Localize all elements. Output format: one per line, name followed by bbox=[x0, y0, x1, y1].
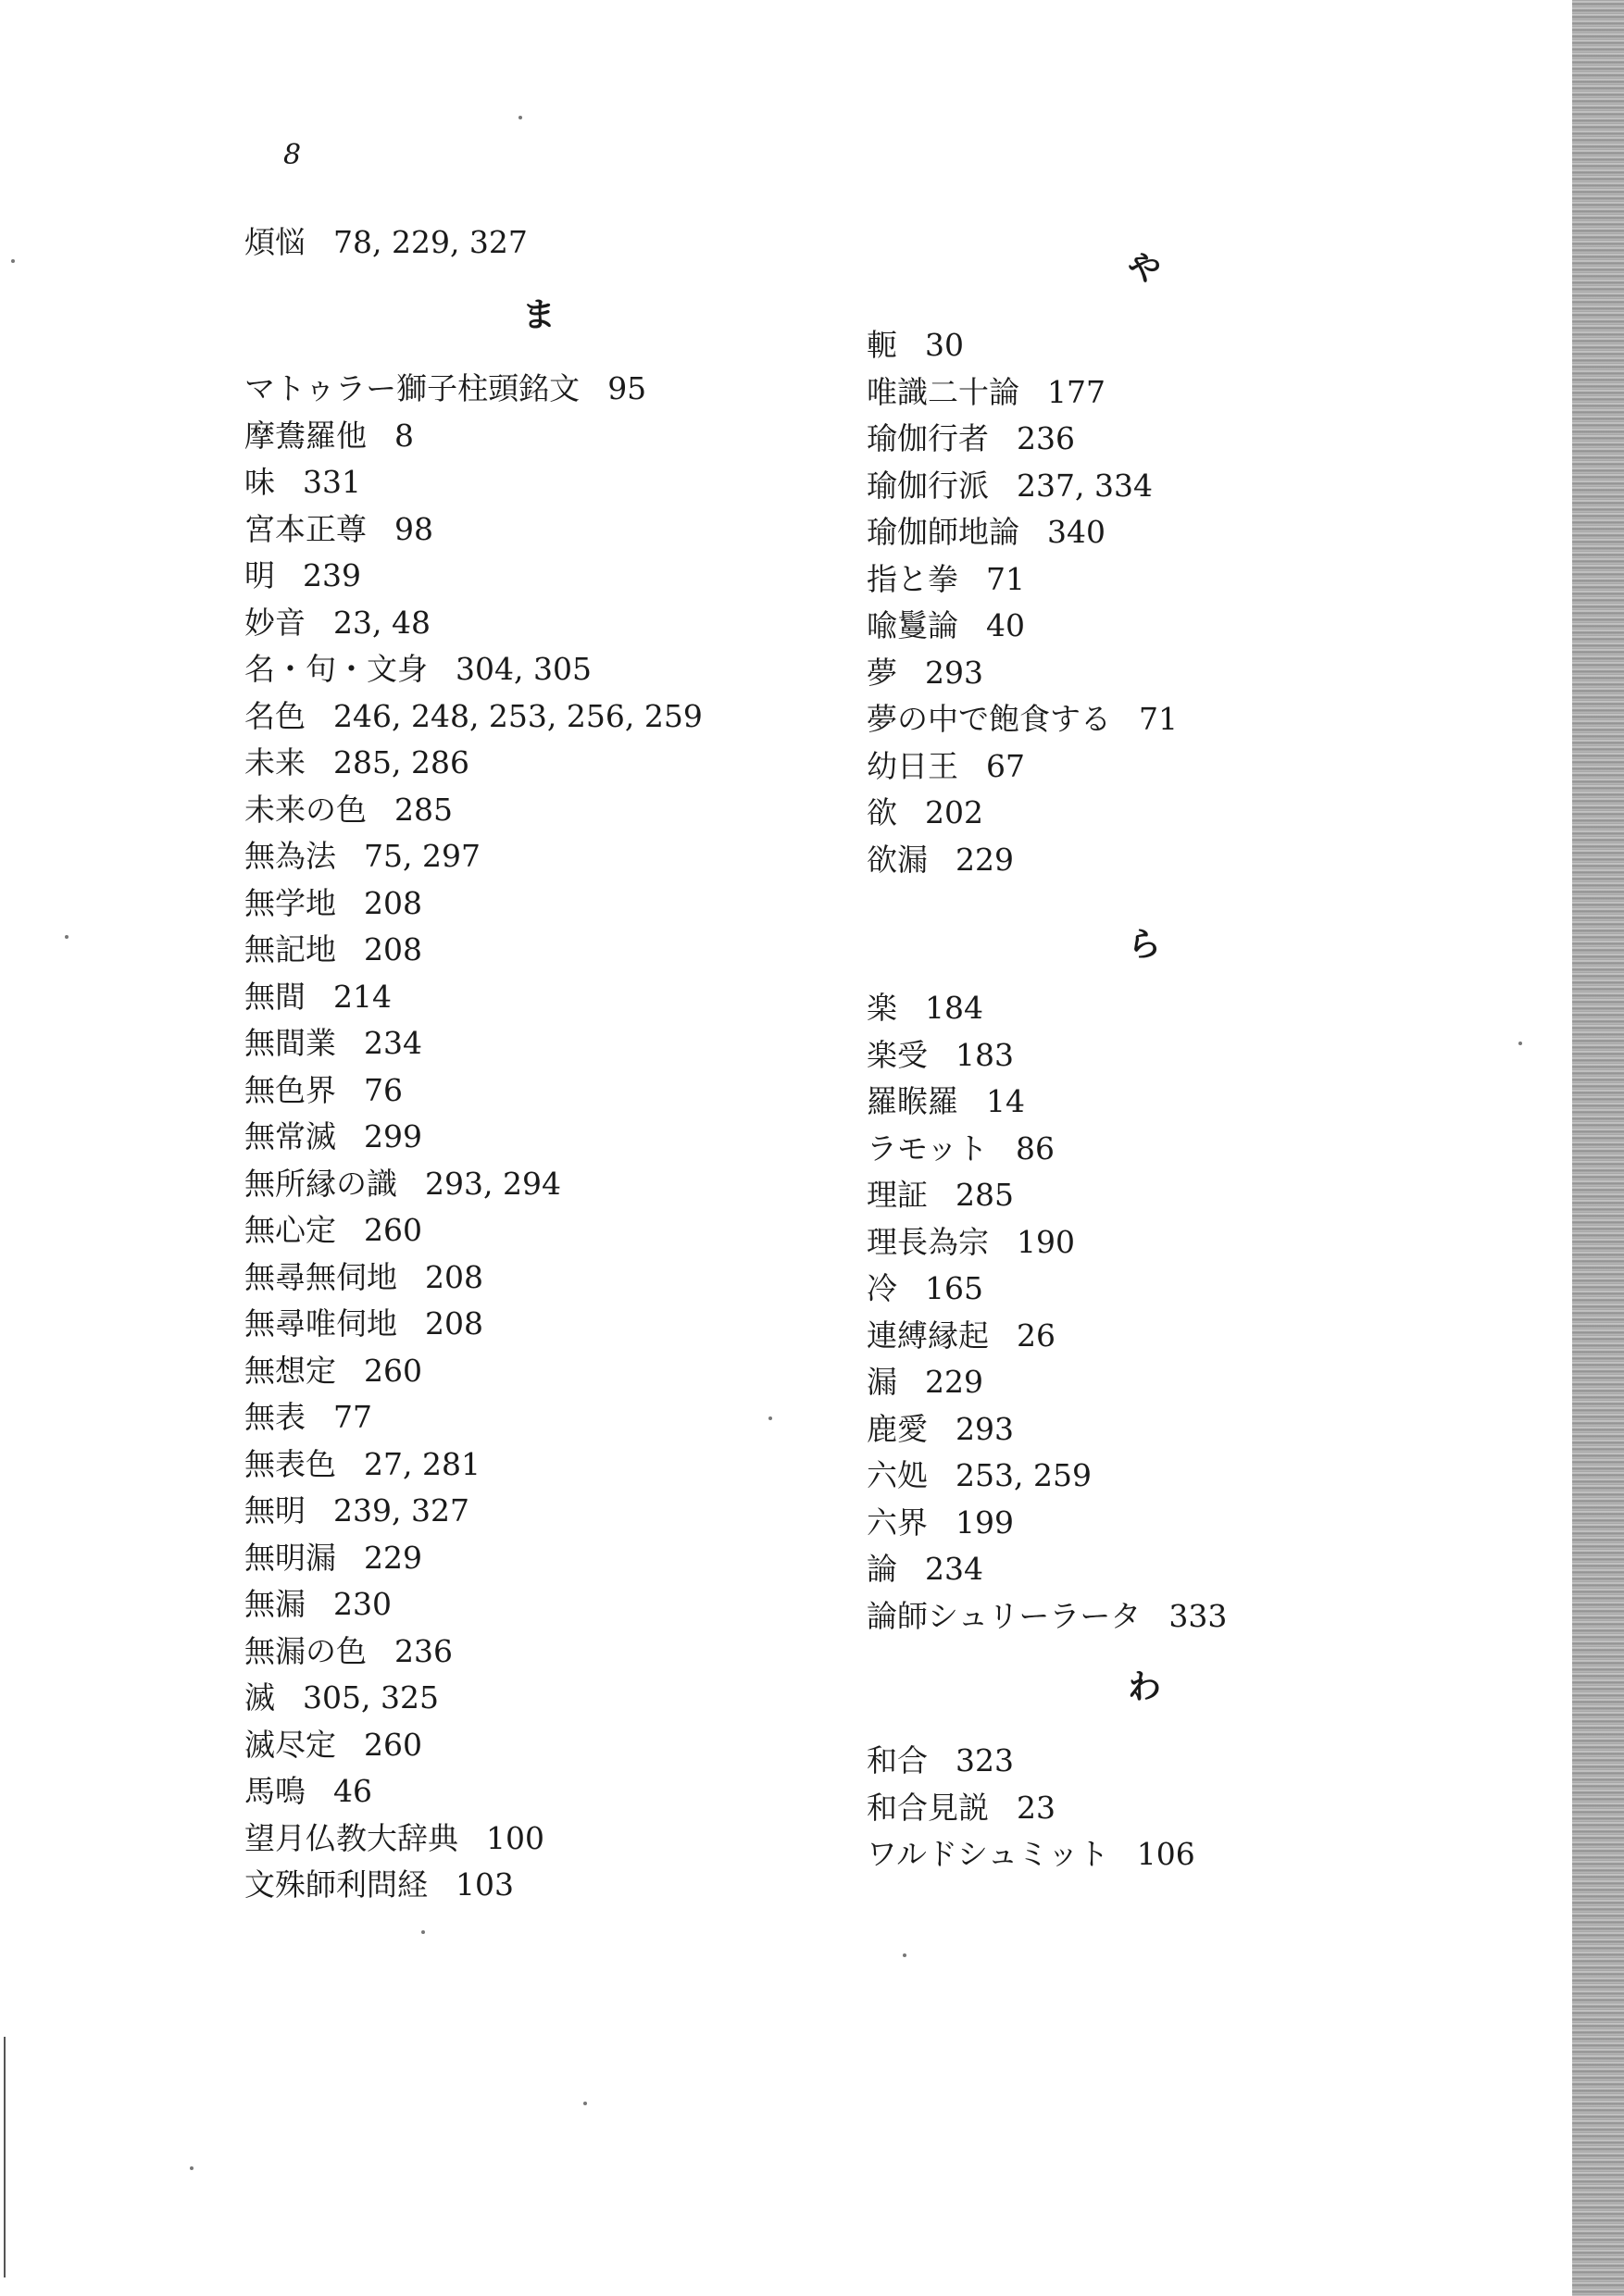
index-term: 無学地 bbox=[244, 884, 336, 921]
index-term: 無漏 bbox=[244, 1586, 306, 1622]
index-term: 軛 bbox=[867, 327, 897, 363]
index-page-numbers: 234 bbox=[364, 1025, 422, 1061]
index-term: 滅 bbox=[244, 1679, 275, 1716]
index-term: ラモット bbox=[867, 1129, 989, 1167]
index-term: 無明 bbox=[244, 1492, 306, 1529]
index-term: 馬鳴 bbox=[244, 1773, 306, 1809]
index-term: 無尋唯伺地 bbox=[244, 1305, 397, 1341]
index-term: 唯識二十論 bbox=[867, 373, 1019, 410]
index-entry bbox=[244, 1679, 439, 1716]
index-entry bbox=[244, 931, 422, 968]
index-page-numbers: 76 bbox=[364, 1071, 403, 1108]
index-page-numbers: 77 bbox=[333, 1399, 372, 1435]
index-page-numbers: 208 bbox=[425, 1258, 483, 1295]
section-heading: ま bbox=[522, 295, 556, 334]
index-term: 無想定 bbox=[244, 1352, 336, 1389]
scan-speck bbox=[768, 1416, 772, 1420]
index-page-numbers: 208 bbox=[425, 1305, 483, 1341]
index-term: 瑜伽行派 bbox=[867, 467, 989, 504]
index-term: 冷 bbox=[867, 1270, 897, 1306]
index-page-numbers: 260 bbox=[364, 1212, 422, 1248]
index-term: 和合見説 bbox=[867, 1789, 989, 1826]
index-term: 摩鴦羅他 bbox=[244, 417, 367, 454]
index-page-numbers: 98 bbox=[394, 510, 433, 547]
index-entry bbox=[244, 1492, 469, 1529]
index-page-numbers: 237, 334 bbox=[1017, 467, 1153, 504]
index-entry bbox=[867, 327, 964, 364]
index-term: 楽受 bbox=[867, 1036, 928, 1073]
index-term: 鹿愛 bbox=[867, 1410, 928, 1447]
index-page-numbers: 75, 297 bbox=[364, 838, 481, 874]
index-entry bbox=[867, 1130, 1055, 1167]
index-page-numbers: 331 bbox=[303, 464, 361, 500]
index-page-numbers: 323 bbox=[956, 1742, 1014, 1778]
index-page-numbers: 285 bbox=[394, 791, 453, 828]
index-term: 無為法 bbox=[244, 838, 336, 874]
index-page-numbers: 246, 248, 253, 256, 259 bbox=[333, 697, 703, 734]
index-page-numbers: 293 bbox=[956, 1410, 1014, 1447]
index-page-numbers: 46 bbox=[333, 1773, 372, 1809]
index-page-numbers: 236 bbox=[1017, 420, 1075, 456]
scanned-page-edge bbox=[1572, 0, 1624, 2296]
index-entry bbox=[867, 1037, 1014, 1074]
index-term: 欲漏 bbox=[867, 841, 928, 878]
index-page-numbers: 299 bbox=[364, 1118, 422, 1154]
index-term: 味 bbox=[244, 464, 275, 500]
index-term: 漏 bbox=[867, 1364, 897, 1400]
index-term: 宮本正尊 bbox=[244, 510, 367, 547]
scan-speck bbox=[65, 935, 69, 939]
index-page-numbers: 208 bbox=[364, 884, 422, 921]
index-entry bbox=[244, 744, 469, 781]
index-page-numbers: 86 bbox=[1016, 1129, 1056, 1167]
index-entry bbox=[244, 979, 392, 1016]
index-term: 妙音 bbox=[244, 604, 306, 641]
index-term: ワルドシュミット bbox=[867, 1836, 1109, 1872]
index-page-numbers: 95 bbox=[607, 370, 647, 406]
index-page-numbers: 234 bbox=[925, 1551, 983, 1587]
index-page-numbers: 305, 325 bbox=[303, 1679, 439, 1716]
index-term: 連縛縁起 bbox=[867, 1316, 989, 1354]
index-term: 無記地 bbox=[244, 931, 336, 967]
index-entry bbox=[867, 1364, 983, 1401]
scan-speck bbox=[421, 1930, 425, 1934]
index-entry bbox=[867, 1411, 1014, 1448]
index-entry bbox=[867, 842, 1014, 879]
index-page-numbers: 177 bbox=[1047, 373, 1106, 410]
index-page-numbers: 260 bbox=[364, 1352, 422, 1389]
index-entry bbox=[867, 701, 1178, 738]
index-page-numbers: 239 bbox=[303, 557, 361, 593]
index-term: 六処 bbox=[867, 1457, 928, 1493]
index-term: 和合 bbox=[867, 1742, 928, 1778]
index-page-numbers: 285, 286 bbox=[333, 744, 469, 780]
index-page-numbers: 239, 327 bbox=[333, 1492, 469, 1529]
index-entry bbox=[867, 607, 1025, 644]
index-entry bbox=[244, 1212, 422, 1249]
section-heading: わ bbox=[1128, 1667, 1162, 1706]
index-page-numbers: 71 bbox=[986, 560, 1025, 597]
index-page-numbers: 229 bbox=[364, 1539, 422, 1576]
page-number: 8 bbox=[283, 139, 302, 171]
index-term: 未来の色 bbox=[244, 791, 367, 828]
index-entry bbox=[867, 794, 983, 831]
index-page-numbers: 8 bbox=[394, 417, 414, 454]
index-page-numbers: 14 bbox=[986, 1083, 1025, 1119]
index-entry bbox=[244, 605, 431, 642]
index-page-numbers: 190 bbox=[1017, 1223, 1075, 1260]
index-term: 名色 bbox=[244, 697, 306, 734]
index-page-numbers: 183 bbox=[956, 1036, 1014, 1073]
index-entry bbox=[244, 792, 453, 829]
index-page-numbers: 40 bbox=[986, 607, 1025, 643]
index-entry bbox=[244, 885, 422, 922]
index-entry bbox=[867, 1742, 1014, 1779]
index-page-numbers: 100 bbox=[486, 1819, 544, 1856]
scan-margin-line bbox=[4, 2037, 6, 2277]
index-term: 文殊師利問経 bbox=[244, 1866, 428, 1903]
scan-speck bbox=[518, 116, 522, 119]
index-entry bbox=[244, 557, 361, 594]
index-entry bbox=[244, 1118, 422, 1155]
index-term: 無色界 bbox=[244, 1071, 336, 1108]
index-entry bbox=[867, 1457, 1092, 1494]
index-entry bbox=[867, 1224, 1075, 1261]
index-entry bbox=[244, 464, 361, 501]
index-term: 夢の中で飽食する bbox=[867, 701, 1111, 737]
index-term: 無間 bbox=[244, 978, 306, 1015]
index-term: 未来 bbox=[244, 744, 306, 780]
index-entry bbox=[244, 511, 433, 548]
index-page-numbers: 202 bbox=[925, 794, 983, 830]
index-page-numbers: 260 bbox=[364, 1726, 422, 1763]
index-entry bbox=[867, 468, 1153, 505]
index-page-numbers: 26 bbox=[1017, 1316, 1056, 1354]
index-term: 無所縁の識 bbox=[244, 1165, 397, 1202]
index-entry bbox=[867, 748, 1025, 785]
index-page-numbers: 236 bbox=[394, 1632, 453, 1669]
index-page-numbers: 293 bbox=[925, 654, 983, 691]
index-entry bbox=[867, 1083, 1025, 1120]
index-entry bbox=[244, 1866, 514, 1903]
index-entry bbox=[244, 1633, 453, 1670]
index-entry bbox=[244, 1773, 372, 1810]
index-term: 名・句・文身 bbox=[244, 651, 428, 687]
index-page-numbers: 184 bbox=[925, 990, 983, 1026]
index-term: 無表 bbox=[244, 1399, 306, 1435]
index-entry bbox=[867, 1836, 1195, 1873]
index-entry bbox=[244, 370, 646, 407]
index-term: 六界 bbox=[867, 1504, 928, 1541]
index-page-numbers: 293, 294 bbox=[425, 1165, 561, 1202]
index-term: 無明漏 bbox=[244, 1539, 336, 1576]
index-entry bbox=[244, 1353, 422, 1390]
index-term: 無尋無伺地 bbox=[244, 1258, 397, 1295]
index-entry bbox=[244, 1586, 392, 1623]
index-page-numbers: 229 bbox=[956, 841, 1014, 878]
index-term: 理長為宗 bbox=[867, 1223, 989, 1260]
index-entry bbox=[244, 1259, 483, 1296]
index-term: 欲 bbox=[867, 794, 897, 830]
index-entry bbox=[244, 651, 592, 688]
index-page-numbers: 214 bbox=[333, 978, 392, 1015]
index-entry bbox=[867, 1598, 1227, 1635]
index-page-numbers: 340 bbox=[1047, 514, 1106, 550]
index-entry bbox=[867, 1790, 1056, 1827]
index-entry bbox=[867, 990, 983, 1027]
index-entry bbox=[244, 1820, 544, 1857]
index-entry bbox=[244, 1025, 422, 1062]
index-page-numbers: 67 bbox=[986, 747, 1025, 784]
index-term: 無心定 bbox=[244, 1212, 336, 1248]
index-entry bbox=[244, 1399, 372, 1436]
index-entry bbox=[244, 1166, 561, 1203]
index-page-numbers: 333 bbox=[1168, 1597, 1228, 1634]
index-page-numbers: 230 bbox=[333, 1586, 392, 1622]
index-term: 無間業 bbox=[244, 1025, 336, 1061]
index-term: 滅尽定 bbox=[244, 1726, 336, 1763]
index-entry bbox=[867, 420, 1075, 457]
index-page-numbers: 30 bbox=[925, 327, 964, 363]
index-page-numbers: 285 bbox=[956, 1177, 1014, 1213]
index-term: 煩悩 bbox=[244, 224, 306, 260]
index-entry bbox=[244, 418, 414, 455]
index-entry bbox=[244, 1727, 422, 1764]
index-term: 論師シュリーラータ bbox=[867, 1597, 1142, 1634]
index-term: 無漏の色 bbox=[244, 1632, 367, 1669]
index-page-numbers: 253, 259 bbox=[956, 1457, 1092, 1493]
index-term: 論 bbox=[867, 1551, 897, 1587]
index-page-numbers: 199 bbox=[956, 1504, 1014, 1541]
index-entry bbox=[244, 1446, 481, 1483]
index-page-numbers: 23, 48 bbox=[333, 604, 431, 641]
index-term: 指と拳 bbox=[867, 560, 958, 597]
index-page-numbers: 23 bbox=[1017, 1789, 1056, 1826]
index-term: 楽 bbox=[867, 990, 897, 1026]
index-term: 羅睺羅 bbox=[867, 1083, 958, 1119]
index-page-numbers: 304, 305 bbox=[456, 651, 592, 687]
scan-speck bbox=[1518, 1042, 1522, 1045]
index-page-numbers: 106 bbox=[1136, 1836, 1195, 1872]
index-term: 明 bbox=[244, 557, 275, 593]
index-page-numbers: 78, 229, 327 bbox=[333, 224, 528, 260]
index-term: マトゥラー獅子柱頭銘文 bbox=[244, 370, 581, 406]
index-entry bbox=[244, 698, 703, 735]
index-term: 喩鬘論 bbox=[867, 607, 958, 643]
index-entry bbox=[867, 374, 1106, 411]
index-entry bbox=[867, 514, 1106, 551]
scan-speck bbox=[190, 2166, 194, 2170]
index-term: 瑜伽行者 bbox=[867, 420, 989, 456]
index-entry bbox=[244, 1305, 483, 1342]
scan-speck bbox=[583, 2102, 587, 2105]
index-entry bbox=[867, 655, 983, 692]
index-entry bbox=[867, 1317, 1056, 1354]
index-page-numbers: 229 bbox=[925, 1364, 983, 1400]
index-term: 望月仏教大辞典 bbox=[244, 1819, 458, 1856]
index-entry bbox=[867, 1177, 1014, 1214]
index-entry bbox=[244, 1072, 403, 1109]
index-entry bbox=[867, 1504, 1014, 1541]
scan-speck bbox=[903, 1953, 906, 1957]
index-term: 無表色 bbox=[244, 1445, 336, 1482]
index-entry bbox=[867, 1551, 983, 1588]
index-page-numbers: 165 bbox=[925, 1270, 983, 1306]
index-term: 瑜伽師地論 bbox=[867, 514, 1019, 550]
index-page-numbers: 103 bbox=[456, 1866, 514, 1903]
index-entry bbox=[867, 561, 1025, 598]
index-term: 無常滅 bbox=[244, 1118, 336, 1154]
scan-speck bbox=[11, 259, 15, 263]
section-heading: や bbox=[1128, 249, 1162, 288]
index-entry bbox=[244, 838, 481, 875]
index-entry bbox=[867, 1270, 983, 1307]
index-page-numbers: 27, 281 bbox=[364, 1445, 481, 1482]
index-entry bbox=[244, 224, 528, 261]
index-term: 幼日王 bbox=[867, 747, 958, 784]
index-entry bbox=[244, 1540, 422, 1577]
index-term: 夢 bbox=[867, 654, 897, 691]
index-page-numbers: 208 bbox=[364, 931, 422, 967]
index-page-numbers: 71 bbox=[1139, 701, 1178, 737]
index-term: 理証 bbox=[867, 1177, 928, 1213]
section-heading: ら bbox=[1128, 925, 1162, 964]
